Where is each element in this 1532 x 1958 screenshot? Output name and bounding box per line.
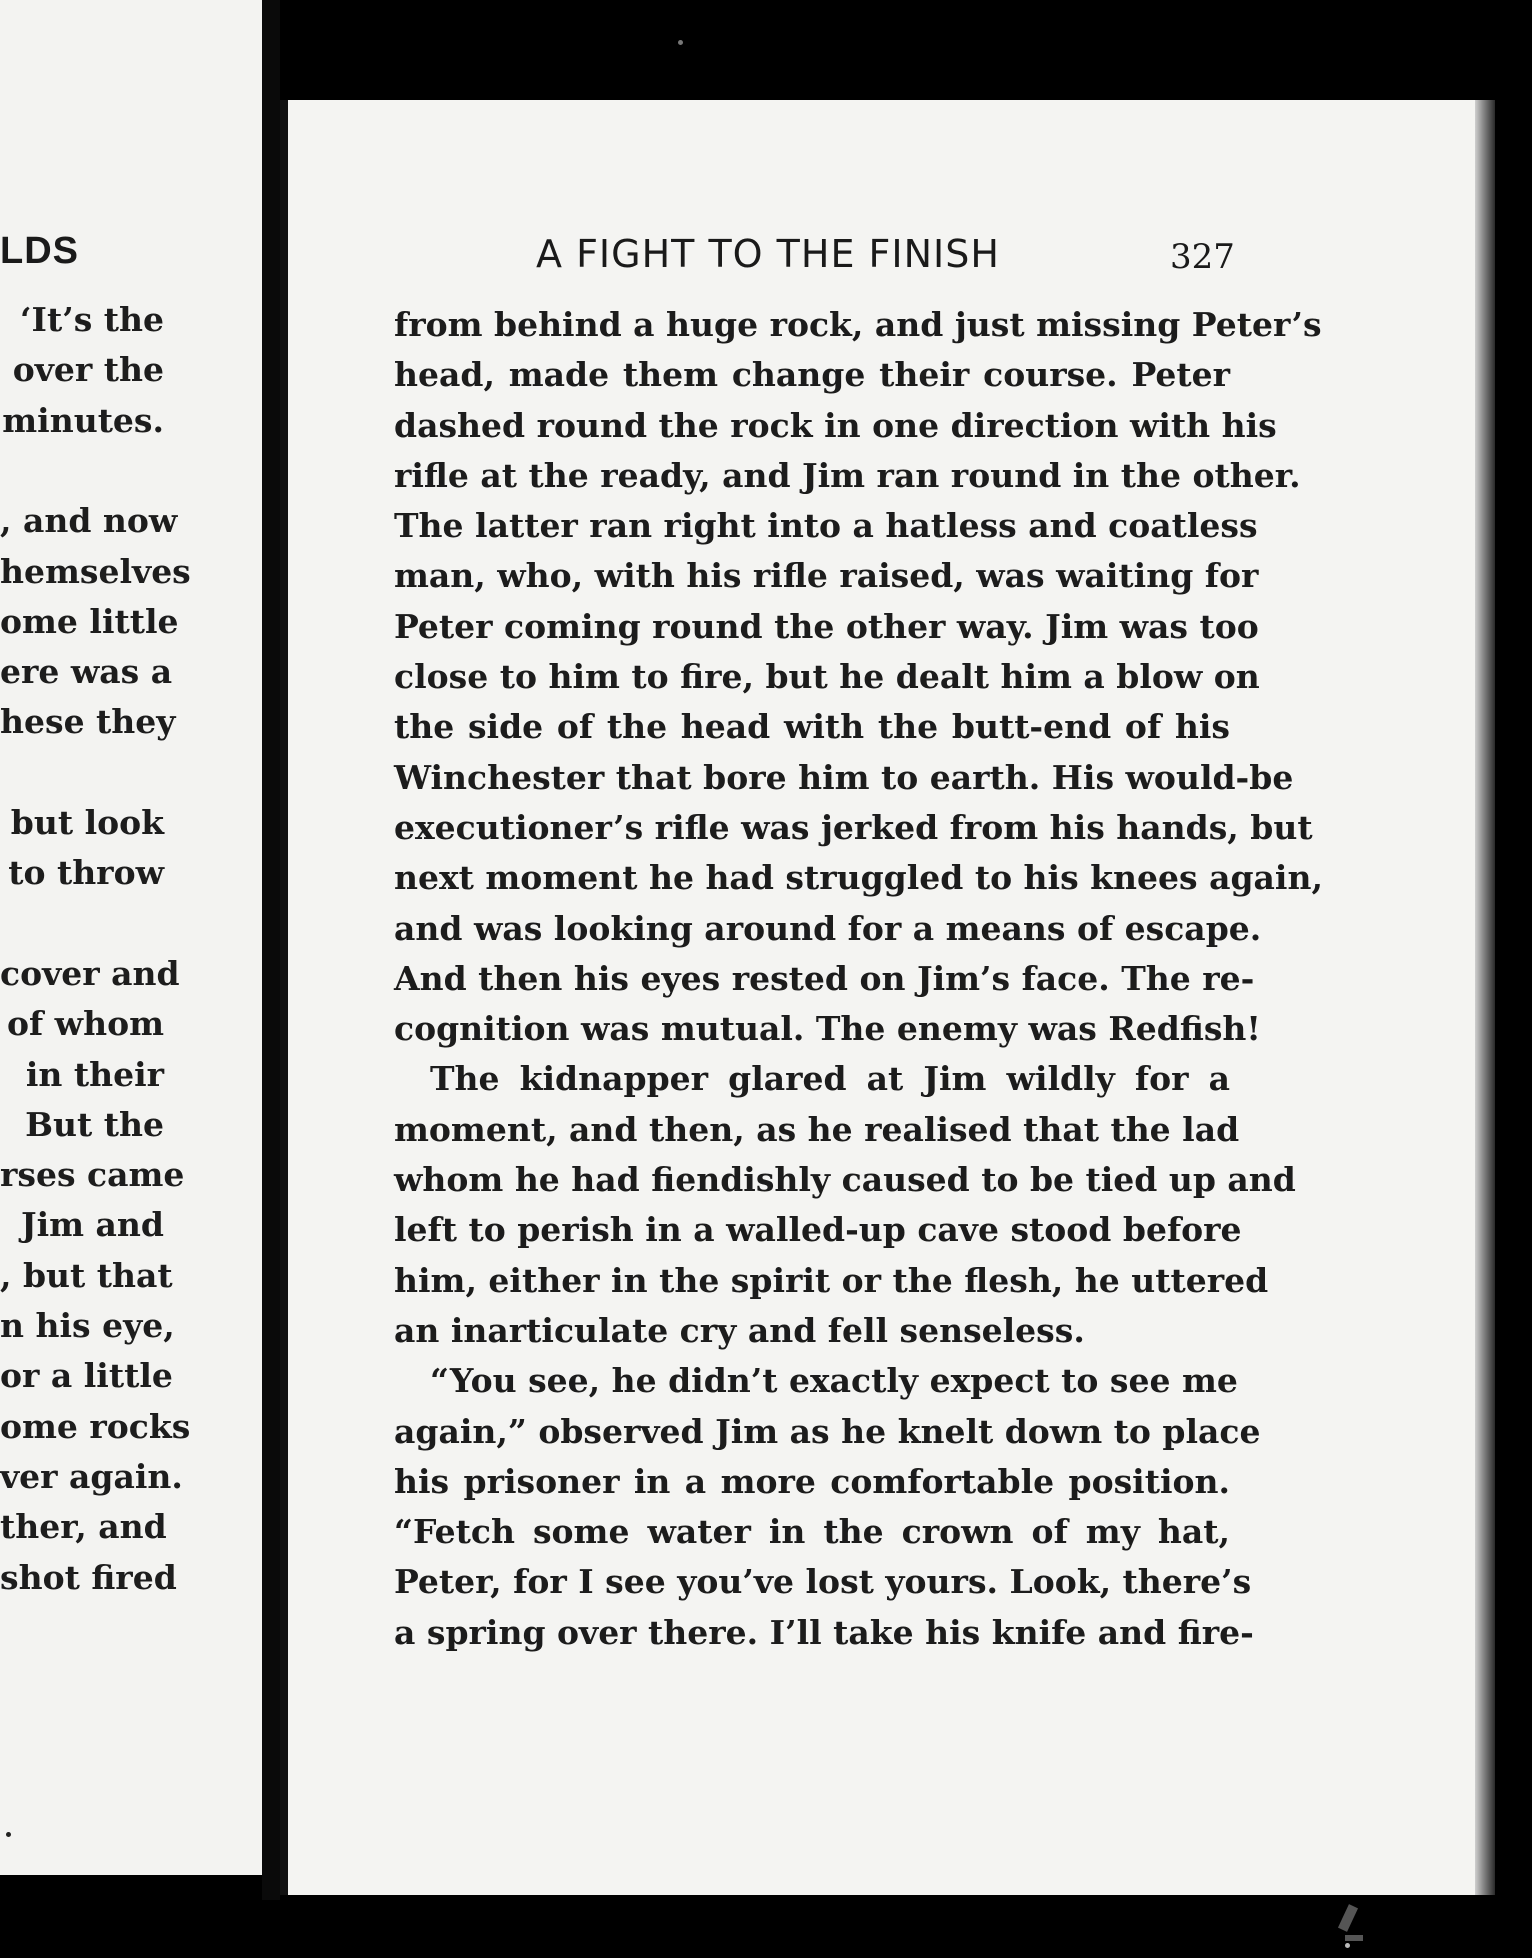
left-text-line: to throw: [8, 853, 164, 893]
body-text: [394, 300, 1323, 1658]
text-line: The kidnapper glared at Jim wildly for a: [430, 1059, 1230, 1099]
text-line: Peter, for I see you’ve lost yours. Look, there’s: [394, 1562, 1252, 1602]
text-line: again,” observed Jim as he knelt down to place: [394, 1411, 1261, 1451]
left-running-head: LDS: [0, 230, 79, 272]
text-line: whom he had fiendishly caused to be tied up and: [394, 1160, 1296, 1200]
text-line: man, who, with his rifle raised, was waiting for: [394, 556, 1259, 596]
text-line: close to him to fire, but he dealt him a blow on: [394, 657, 1260, 697]
scan-artifact: [1345, 1935, 1363, 1941]
left-text-line: of whom: [6, 1004, 164, 1044]
left-text-line: ‘It’s the: [20, 300, 164, 339]
left-text-line: rses came: [0, 1155, 185, 1195]
left-text-line: over the: [12, 350, 164, 390]
left-text-line: cover and: [0, 953, 180, 993]
scan-artifact: [1338, 1904, 1358, 1932]
left-text-line: Jim and: [20, 1205, 164, 1245]
text-line: “You see, he didn’t exactly expect to see me: [430, 1361, 1238, 1401]
left-text-line: hese they: [0, 702, 176, 742]
left-text-line: minutes.: [2, 400, 164, 440]
left-facing-page: [0, 0, 262, 1875]
left-text-line: , but that: [0, 1255, 173, 1295]
text-line: dashed round the rock in one direction with his: [394, 405, 1277, 445]
text-line: him, either in the spirit or the flesh, he uttered: [394, 1260, 1269, 1300]
text-line: rifle at the ready, and Jim ran round in the other.: [394, 455, 1301, 495]
left-text-line: ome little: [0, 601, 179, 641]
text-line: a spring over there. I’ll take his knife and fire-: [394, 1612, 1254, 1652]
running-title: A FIGHT TO THE FINISH: [536, 232, 1000, 276]
scan-artifact: [1345, 1943, 1350, 1948]
scan-artifact: [6, 1832, 11, 1837]
scan-artifact: [678, 40, 683, 45]
text-line: “Fetch some water in the crown of my hat,: [394, 1512, 1230, 1552]
text-line: left to perish in a walled-up cave stood before: [394, 1210, 1242, 1250]
page-edge: [1475, 100, 1495, 1895]
left-text-line: ome rocks: [0, 1406, 191, 1446]
left-text-line: or a little: [0, 1356, 173, 1396]
text-line: from behind a huge rock, and just missing Peter’s: [394, 305, 1322, 344]
left-text-line: shot fired: [0, 1557, 177, 1597]
left-text-line: , and now: [0, 501, 178, 541]
left-text-line: n his eye,: [0, 1306, 175, 1345]
page-number: 327: [1170, 237, 1235, 277]
left-text-line: ver again.: [0, 1456, 183, 1496]
text-line: cognition was mutual. The enemy was Redfish!: [394, 1009, 1261, 1049]
text-line: And then his eyes rested on Jim’s face. The re-: [394, 958, 1255, 998]
left-text-line: hemselves: [0, 551, 191, 591]
text-line: Peter coming round the other way. Jim was too: [394, 606, 1259, 646]
text-line: Winchester that bore him to earth. His would-be: [394, 757, 1294, 797]
text-line: the side of the head with the butt-end of his: [394, 707, 1230, 747]
text-line: and was looking around for a means of escape.: [394, 908, 1262, 948]
text-line: head, made them change their course. Peter: [394, 355, 1230, 395]
left-text-line: ere was a: [0, 652, 173, 692]
text-line: executioner’s rifle was jerked from his hands, but: [394, 807, 1313, 847]
text-line: The latter ran right into a hatless and coatless: [394, 506, 1258, 546]
text-line: his prisoner in a more comfortable position.: [394, 1461, 1230, 1501]
text-line: moment, and then, as he realised that the lad: [394, 1109, 1240, 1149]
left-text-line: but look: [10, 803, 164, 842]
left-text-line: But the: [25, 1104, 164, 1144]
text-line: next moment he had struggled to his knees again,: [394, 858, 1323, 898]
text-line: an inarticulate cry and fell senseless.: [394, 1310, 1085, 1350]
running-head: [536, 232, 1236, 282]
left-text-line: in their: [25, 1054, 164, 1094]
book-gutter: [262, 0, 280, 1900]
left-text-line: ther, and: [0, 1507, 167, 1547]
